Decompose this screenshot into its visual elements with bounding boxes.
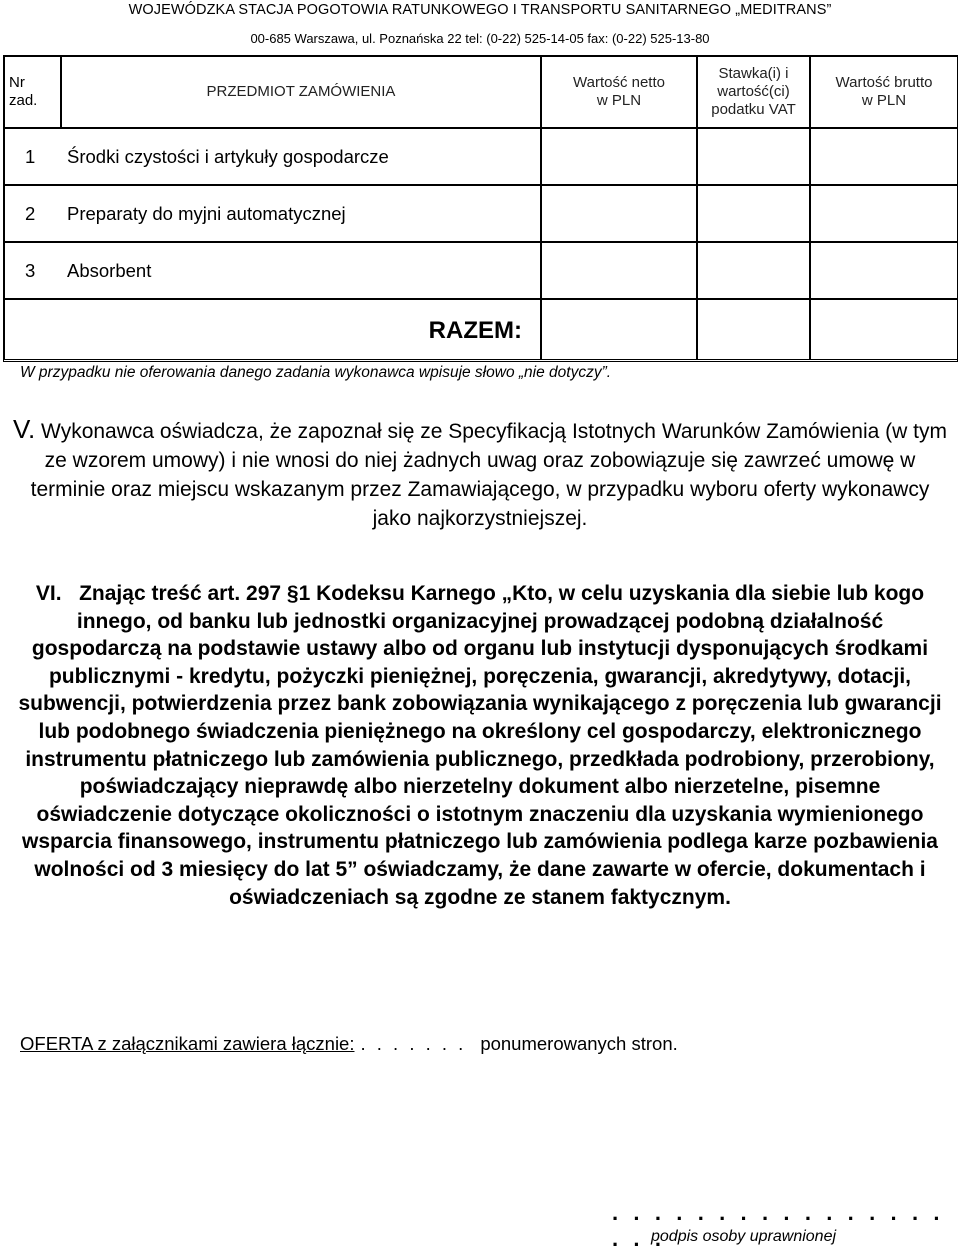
col-header-vat-line3: podatku VAT [711,101,796,118]
table-note: W przypadku nie oferowania danego zadania wykonawca wpisuje słowo „nie dotyczy”. [20,364,612,381]
row-3-subject [4,242,541,299]
row-3-net-cell[interactable] [541,242,697,299]
total-vat-cell[interactable] [697,299,810,360]
institution-name: WOJEWÓDZKA STACJA POGOTOWIA RATUNKOWEGO I TRANSPORTU SANITARNEGO „MEDITRANS” [128,2,832,18]
row-1-net-cell[interactable] [541,128,697,185]
col-header-net [541,56,697,128]
row-3-nr: 3 [25,259,36,281]
offer-label: OFERTA z załącznikami zawiera łącznie: [20,1033,355,1054]
col-header-gross-line2: w PLN [861,92,907,109]
section-5-statement [10,415,950,533]
section-6-text: 297 §1 Kodeksu Karnego „Kto, w celu uzyskania dla siebie lub kogo innego, od banku lub jednostki organizacyjnej prowadzącej podobną działalność gospodarczą na podstawie ustawy albo od organu lub instytucji dysponujących środkami publicznymi - kredytu, pożyczki pieniężnej, poręczenia, gwarancji, akredytywy, dotacji, subwencji, potwierdzenia przez bank zobowiązania wynikającego z poręczenia lub gwarancji lub podobnego świadczenia pieniężnego na określony cel gospodarczy, elektronicznego instrumentu płatniczego lub zamówienia publicznego, przedkłada podrobiony, przerobiony, poświadczający nieprawdę albo nierzetelny dokument albo nierzetelne, pisemne oświadczenie dotyczące okoliczności o istotnym znaczeniu dla uzyskania wymienionego wsparcia finansowego, instrumentu płatniczego lub zamówienia podlega karze pozbawienia wolności od 3 miesięcy do lat 5” oświadczamy, że dane zawarte w ofercie, dokumentach i oświadczeniach są zgodne ze stanem faktycznym. [18,582,942,909]
section-5-lead: V. [13,414,36,444]
table-total-row [4,299,958,360]
row-2-gross-cell[interactable] [810,185,958,242]
col-header-nr-line2: zad. [9,92,38,109]
total-gross-cell[interactable] [810,299,958,360]
row-1-nr: 1 [25,145,36,167]
row-1-subject-text: Środki czystości i artykuły gospodarcze [67,145,389,167]
table-row [4,128,958,185]
section-6-statement [10,580,950,911]
col-header-vat-line1: Stawka(i) i [718,65,789,82]
offer-suffix: ponumerowanych stron. [480,1033,678,1054]
col-header-gross-line1: Wartość brutto [835,74,933,91]
row-1-subject [4,128,541,185]
table-row [4,185,958,242]
table-row [4,242,958,299]
col-header-vat-line2: wartość(ci) [717,83,790,100]
signature-label: podpis osoby uprawnionej [651,1228,837,1245]
row-2-nr: 2 [25,202,36,224]
total-label: RAZEM: [4,299,541,360]
offer-pages-line [20,1033,678,1055]
institution-address: 00-685 Warszawa, ul. Poznańska 22 tel: (0-22) 525-14-05 fax: (0-22) 525-13-80 [250,31,710,46]
row-1-gross-cell[interactable] [810,128,958,185]
offer-pages-field[interactable]: . . . . . . . [360,1033,467,1054]
col-header-subject-text: PRZEDMIOT ZAMÓWIENIA [206,83,396,100]
col-header-net-line2: w PLN [596,92,642,109]
total-net-cell[interactable] [541,299,697,360]
row-2-net-cell[interactable] [541,185,697,242]
table-header-row [4,56,958,128]
col-header-gross [810,56,958,128]
offer-table [4,56,958,360]
row-3-gross-cell[interactable] [810,242,958,299]
row-2-vat-cell[interactable] [697,185,810,242]
section-5-text: Wykonawca oświadcza, że zapoznał się ze Specyfikacją Istotnych Warunków Zamówienia (w tym ze wzorem umowy) i nie wnosi do niej żadnych uwag oraz zobowiązuje się zawrzeć umowę w terminie oraz miejscu wskazanym przez Zamawiającego, w przypadku wyboru oferty wykonawcy jako najkorzystniejszej. [30,420,947,530]
col-header-nr-line1: Nr [9,74,25,91]
col-header-vat [697,56,810,128]
col-header-nr [4,56,61,128]
row-2-subject [4,185,541,242]
row-1-vat-cell[interactable] [697,128,810,185]
col-header-net-line1: Wartość netto [573,74,665,91]
row-3-subject-text: Absorbent [67,259,152,281]
signature-field[interactable]: . . . . . . . . . . . . . . . . . . . [612,1200,945,1251]
col-header-subject [61,56,541,128]
section-6-lead: VI. Znając treść art. [35,582,241,605]
row-3-vat-cell[interactable] [697,242,810,299]
row-2-subject-text: Preparaty do myjni automatycznej [67,202,346,224]
